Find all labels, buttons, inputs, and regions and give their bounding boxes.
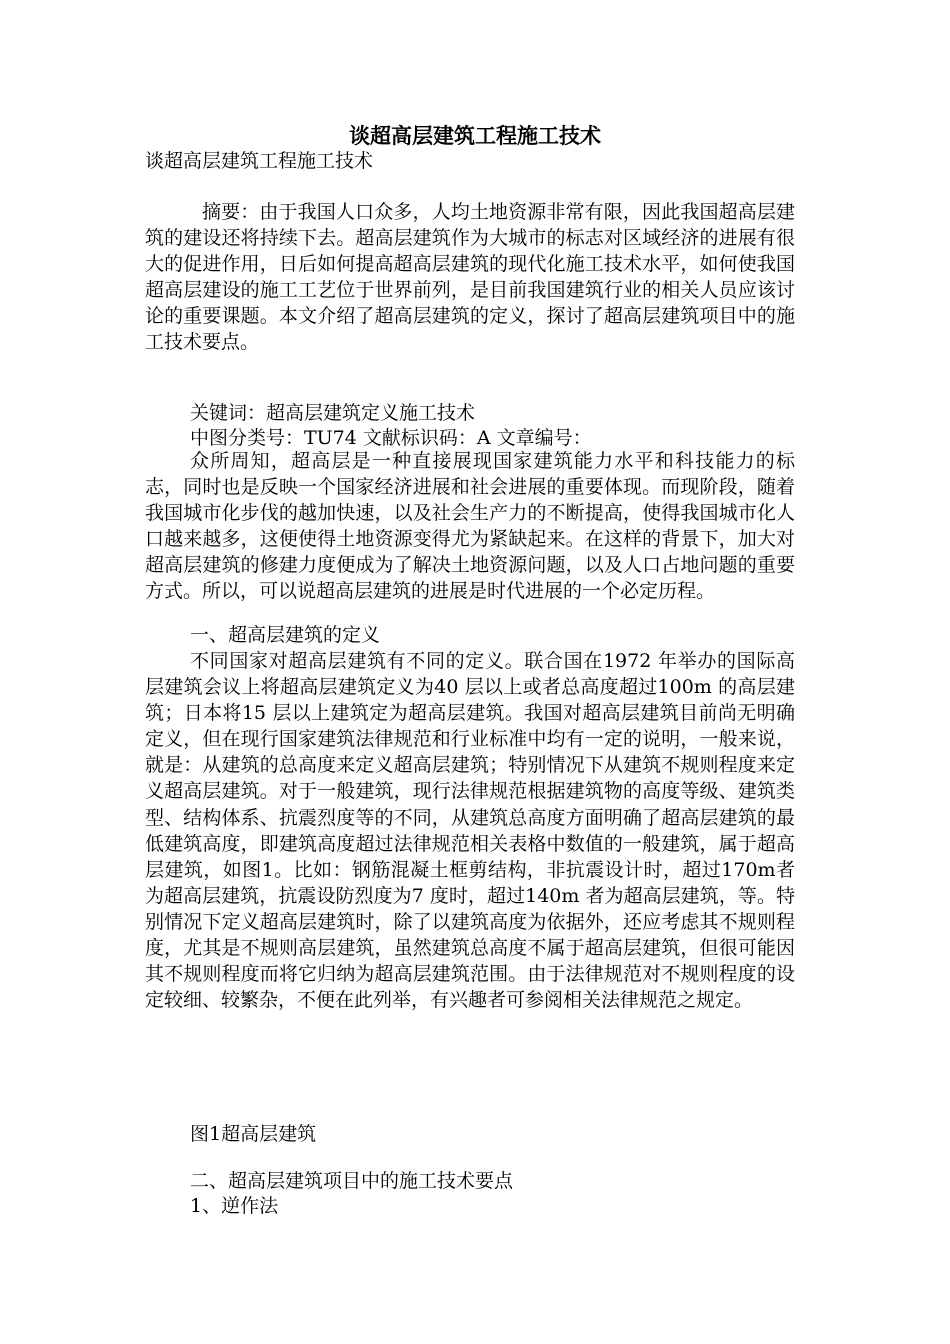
document-subtitle: 谈超高层建筑工程施工技术 <box>145 150 374 172</box>
section2-heading: 二、超高层建筑项目中的施工技术要点 <box>190 1170 514 1192</box>
keywords-line: 关键词：超高层建筑定义施工技术 <box>190 402 476 424</box>
figure-caption: 图1超高层建筑 <box>190 1123 317 1145</box>
abstract-paragraph: 摘要：由于我国人口众多，人均土地资源非常有限，因此我国超高层建筑的建设还将持续下去。超高层建筑作为大城市的标志对区域经济的进展有很大的促进作用，日后如何提高超高层建筑的现代化施工技术水平，如何使我国超高层建设的施工工艺位于世界前列，是目前我国建筑行业的相关人员应该讨论的重要课题。本文介绍了超高层建筑的定义，探讨了超高层建筑项目中的施工技术要点。 <box>145 201 795 354</box>
subsection1-heading: 1、逆作法 <box>190 1195 279 1217</box>
intro-paragraph: 众所周知，超高层是一种直接展现国家建筑能力水平和科技能力的标志，同时也是反映一个国家经济进展和社会进展的重要体现。而现阶段，随着我国城市化步伐的越加快速，以及社会生产力的不断提高，使得我国城市化人口越来越多，这便使得土地资源变得尤为紧缺起来。在这样的背景下，加大对超高层建筑的修建力度便成为了解决土地资源问题，以及人口占地问题的重要方式。所以，可以说超高层建筑的进展是时代进展的一个必定历程。 <box>145 450 795 603</box>
classification-line: 中图分类号：TU74 文献标识码：A 文章编号： <box>190 427 592 449</box>
section1-heading: 一、超高层建筑的定义 <box>190 624 381 646</box>
document-title: 谈超高层建筑工程施工技术 <box>349 123 601 148</box>
section1-body: 不同国家对超高层建筑有不同的定义。联合国在1972 年举办的国际高层建筑会议上将超高层建筑定义为40 层以上或者总高度超过100m 的高层建筑；日本将15 层以上建筑定为超高层建筑。我国对超高层建筑目前尚无明确定义，但在现行国家建筑法律规范和行业标准中均有一定的说明，一般来说，就是：从建筑的总高度来定义超高层建筑；特别情况下从建筑不规则程度来定义超高层建筑。对于一般建筑，现行法律规范根据建筑物的高度等级、建筑类型、结构体系、抗震烈度等的不同，从建筑总高度方面明确了超高层建筑的最低建筑高度，即建筑高度超过法律规范相关表格中数值的一般建筑，属于超高层建筑，如图1。比如：钢筋混凝土框剪结构，非抗震设计时，超过170m者为超高层建筑，抗震设防烈度为7 度时，超过140m 者为超高层建筑，等。特别情况下定义超高层建筑时，除了以建筑高度为依据外，还应考虑其不规则程度，尤其是不规则高层建筑，虽然建筑总高度不属于超高层建筑，但很可能因其不规则程度而将它归纳为超高层建筑范围。由于法律规范对不规则程度的设定较细、较繁杂，不便在此列举，有兴趣者可参阅相关法律规范之规定。 <box>145 650 795 1012</box>
